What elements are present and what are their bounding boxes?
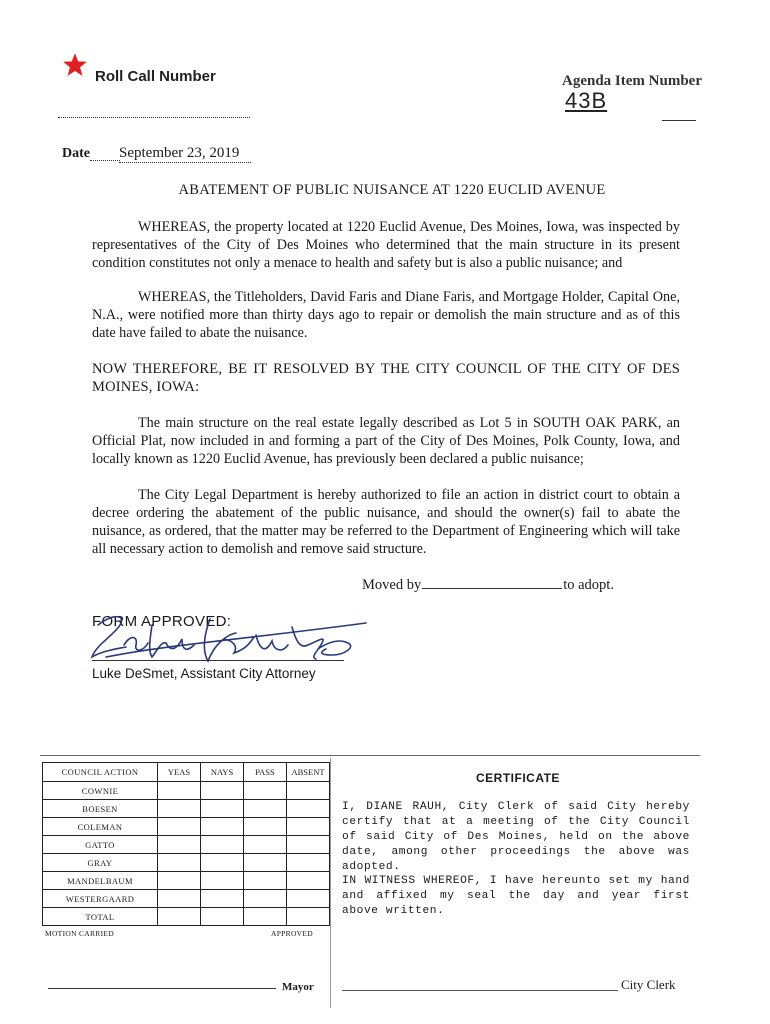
date-value: September 23, 2019 — [119, 145, 251, 163]
resolution-paragraph-2: The City Legal Department is hereby authorized to file an action in district court to obtain a decree ordering the abatement of the public nuisance, and should the owner(s) fail to abate the nuisance, as ordered, that the matter may be referred to the Department of Engineering which will take all necessary action to demolish and remove said structure. — [92, 487, 680, 557]
clerk-signature-line — [342, 990, 618, 991]
signature-line — [92, 660, 344, 661]
certificate-title: CERTIFICATE — [476, 771, 560, 785]
vote-cell — [201, 836, 244, 854]
table-row — [43, 818, 330, 836]
vote-cell — [244, 800, 287, 818]
to-adopt-label: to adopt. — [563, 577, 614, 593]
member-name: BOESEN — [43, 800, 158, 818]
vote-cell — [201, 872, 244, 890]
table-row — [43, 872, 330, 890]
roll-call-label: Roll Call Number — [95, 68, 216, 85]
signature-image — [86, 605, 376, 671]
member-name: COLEMAN — [43, 818, 158, 836]
header-yeas: YEAS — [158, 763, 201, 782]
approved-label: APPROVED — [271, 929, 313, 938]
resolution-paragraph-1: The main structure on the real estate legally described as Lot 5 in SOUTH OAK PARK, an Official Plat, now included in and forming a part of the City of Des Moines, Polk County, Iowa, and locally known as 1220 Euclid Avenue, has previously been declared a public nuisance; — [92, 415, 680, 467]
vote-cell — [287, 800, 330, 818]
header-absent: ABSENT — [287, 763, 330, 782]
agenda-item-line — [662, 120, 696, 121]
roll-call-number-line — [58, 117, 250, 118]
vote-cell — [158, 818, 201, 836]
table-row-total — [43, 908, 330, 926]
column-divider — [330, 758, 331, 1008]
vote-cell — [287, 908, 330, 926]
motion-carried-label: MOTION CARRIED — [45, 929, 114, 938]
resolution-title: ABATEMENT OF PUBLIC NUISANCE AT 1220 EUCLID AVENUE — [178, 182, 606, 198]
table-row — [43, 854, 330, 872]
date-line — [90, 160, 120, 161]
table-row — [43, 782, 330, 800]
date-label: Date — [62, 146, 90, 161]
moved-by-blank — [422, 588, 562, 589]
form-approved-label: FORM APPROVED: — [92, 613, 232, 630]
vote-cell — [158, 800, 201, 818]
vote-cell — [244, 782, 287, 800]
vote-cell — [158, 872, 201, 890]
header-council-action: COUNCIL ACTION — [43, 763, 158, 782]
table-header-row — [43, 763, 330, 782]
vote-cell — [287, 854, 330, 872]
whereas-paragraph-1: WHEREAS, the property located at 1220 Euclid Avenue, Des Moines, Iowa, was inspected by representatives of the City of Des Moines who determined that the main structure in its present condition constitutes not only a menace to health and safety but is also a public nuisance; and — [92, 219, 680, 271]
witness-text: IN WITNESS WHEREOF, I have hereunto set my hand and affixed my seal the day and year first above written. — [342, 875, 690, 917]
vote-cell — [201, 908, 244, 926]
total-label: TOTAL — [43, 908, 158, 926]
table-row — [43, 836, 330, 854]
vote-cell — [158, 908, 201, 926]
certificate-text: I, DIANE RAUH, City Clerk of said City hereby certify that at a meeting of the City Council of said City of Des Moines, held on the above date, among other proceedings the above was adopted. — [342, 801, 690, 873]
moved-by-line — [362, 577, 614, 594]
resolved-clause: NOW THEREFORE, BE IT RESOLVED BY THE CITY COUNCIL OF THE CITY OF DES MOINES, IOWA: — [92, 361, 680, 395]
vote-cell — [201, 818, 244, 836]
section-divider — [40, 755, 700, 756]
member-name: GATTO — [43, 836, 158, 854]
vote-cell — [158, 836, 201, 854]
vote-cell — [287, 818, 330, 836]
vote-cell — [287, 872, 330, 890]
table-row — [43, 800, 330, 818]
vote-cell — [158, 782, 201, 800]
vote-cell — [244, 872, 287, 890]
city-clerk-label: City Clerk — [621, 977, 676, 992]
member-name: COWNIE — [43, 782, 158, 800]
mayor-signature-line — [48, 988, 276, 989]
vote-cell — [244, 854, 287, 872]
vote-cell — [287, 890, 330, 908]
vote-cell — [244, 908, 287, 926]
member-name: WESTERGAARD — [43, 890, 158, 908]
whereas-paragraph-2: WHEREAS, the Titleholders, David Faris and Diane Faris, and Mortgage Holder, Capital One, N.A., were notified more than thirty days ago to repair or demolish the main structure and as of this date have failed to abate the nuisance. — [92, 289, 680, 341]
signer-name: Luke DeSmet, Assistant City Attorney — [92, 666, 316, 681]
table-row — [43, 890, 330, 908]
agenda-item-label: Agenda Item Number — [562, 73, 702, 89]
vote-cell — [158, 890, 201, 908]
vote-cell — [287, 782, 330, 800]
vote-cell — [201, 890, 244, 908]
vote-cell — [244, 890, 287, 908]
star-icon — [62, 52, 88, 78]
member-name: GRAY — [43, 854, 158, 872]
member-name: MANDELBAUM — [43, 872, 158, 890]
moved-by-label: Moved by — [362, 577, 422, 593]
mayor-label: Mayor — [282, 981, 314, 993]
vote-cell — [158, 854, 201, 872]
vote-cell — [201, 800, 244, 818]
agenda-item-number: 43B — [565, 88, 608, 113]
council-action-table — [42, 762, 330, 926]
vote-cell — [244, 818, 287, 836]
vote-cell — [201, 854, 244, 872]
header-nays: NAYS — [201, 763, 244, 782]
header-pass: PASS — [244, 763, 287, 782]
vote-cell — [287, 836, 330, 854]
vote-cell — [201, 782, 244, 800]
vote-cell — [244, 836, 287, 854]
